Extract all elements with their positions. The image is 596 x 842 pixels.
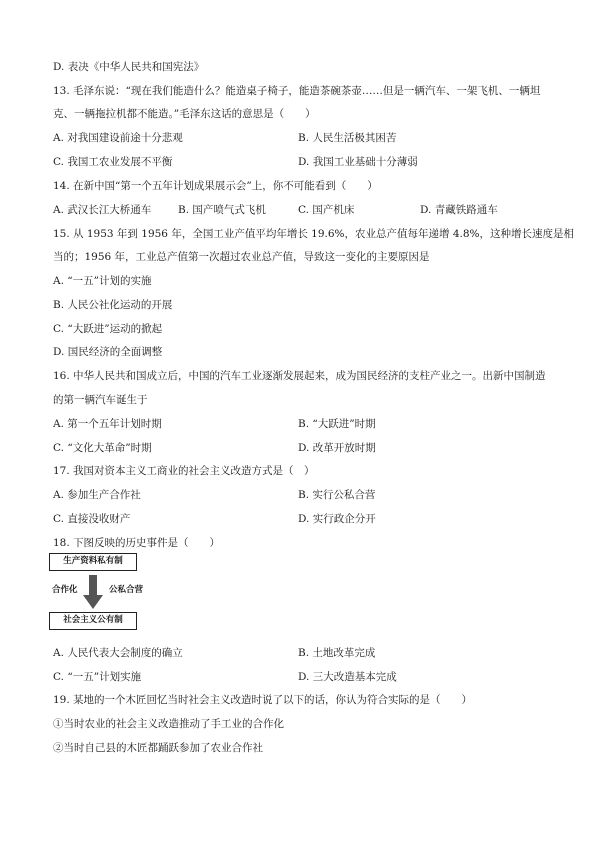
diagram-label-joint-venture: 公私合营 [109, 585, 144, 595]
q13-option-b: B. 人民生活极其困苦 [298, 132, 397, 144]
q14-option-a: A. 武汉长江大桥通车 [53, 204, 152, 216]
q19-stem: 19. 某地的一个木匠回忆当时社会主义改造时说了以下的话，你认为符合实际的是（ ） [53, 694, 473, 706]
q14-option-d: D. 青藏铁路通车 [420, 204, 498, 216]
q13-option-c: C. 我国工农业发展不平衡 [53, 156, 173, 168]
q13-stem-line2: 克、一辆拖拉机都不能造。”毛泽东这话的意思是（ ） [53, 108, 316, 120]
diagram-box-public-ownership: 社会主义公有制 [49, 612, 137, 630]
q16-option-b: B. “大跃进”时期 [298, 418, 376, 430]
q15-option-a: A. “一五”计划的实施 [53, 275, 152, 287]
diagram-box-private-ownership: 生产资料私有制 [49, 553, 137, 571]
q13-option-d: D. 我国工业基础十分薄弱 [298, 156, 418, 168]
q14-stem: 14. 在新中国“第一个五年计划成果展示会”上，你不可能看到（ ） [53, 180, 378, 192]
q13-stem-line1: 13. 毛泽东说：“现在我们能造什么？能造桌子椅子，能造茶碗茶壶……但是一辆汽车、一架飞机、一辆坦 [53, 85, 541, 97]
q18-option-b: B. 土地改革完成 [298, 647, 376, 659]
q15-stem-line2: 当的；1956 年，工业总产值第一次超过农业总产值，导致这一变化的主要原因是 [53, 251, 430, 263]
q14-option-b: B. 国产喷气式飞机 [178, 204, 266, 216]
q19-item1: ①当时农业的社会主义改造推动了手工业的合作化 [53, 718, 284, 730]
q12-option-d: D. 表决《中华人民共和国宪法》 [53, 61, 205, 73]
q15-option-d: D. 国民经济的全面调整 [53, 346, 163, 358]
q19-item2: ②当时自己县的木匠都踊跃参加了农业合作社 [53, 742, 263, 754]
q17-option-d: D. 实行政企分开 [298, 513, 376, 525]
q16-stem-line2: 的第一辆汽车诞生于 [53, 394, 148, 406]
q18-option-d: D. 三大改造基本完成 [298, 671, 397, 683]
q17-option-b: B. 实行公私合营 [298, 489, 376, 501]
q16-stem-line1: 16. 中华人民共和国成立后，中国的汽车工业逐渐发展起来，成为国民经济的支柱产业之一。出新中国制造 [53, 370, 546, 382]
q17-stem: 17. 我国对资本主义工商业的社会主义改造方式是（ ） [53, 465, 315, 477]
q18-diagram [49, 553, 179, 641]
q15-option-b: B. 人民公社化运动的开展 [53, 299, 173, 311]
q14-option-c: C. 国产机床 [298, 204, 355, 216]
q18-option-c: C. “一五”计划实施 [53, 671, 142, 683]
q17-option-a: A. 参加生产合作社 [53, 489, 141, 501]
q18-option-a: A. 人民代表大会制度的确立 [53, 647, 183, 659]
q13-option-a: A. 对我国建设前途十分悲观 [53, 132, 183, 144]
diagram-label-cooperativization: 合作化 [52, 585, 78, 595]
q16-option-a: A. 第一个五年计划时期 [53, 418, 162, 430]
q17-option-c: C. 直接没收财产 [53, 513, 131, 525]
q15-option-c: C. “大跃进”运动的掀起 [53, 323, 163, 335]
q16-option-d: D. 改革开放时期 [298, 442, 376, 454]
q16-option-c: C. “文化大革命”时期 [53, 442, 152, 454]
q18-stem: 18. 下图反映的历史事件是（ ） [53, 537, 221, 549]
down-arrow-icon [83, 575, 103, 609]
q15-stem-line1: 15. 从 1953 年到 1956 年，全国工业产值平均年增长 19.6%，农业总产值每年递增 4.8%，这种增长速度是相 [53, 228, 575, 240]
